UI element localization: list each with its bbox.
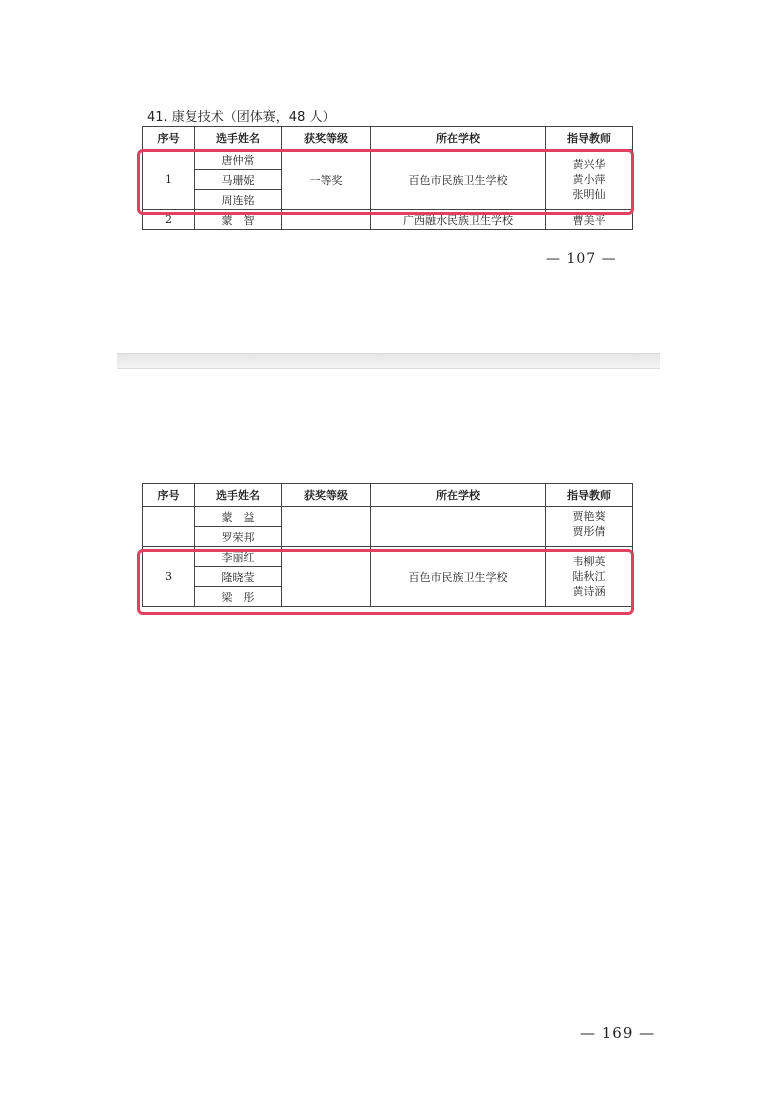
contestant-name: 周连铭 [195,190,282,210]
header-teacher: 指导教师 [546,484,633,507]
teacher-name: 张明仙 [572,188,606,201]
seq-cell [143,507,195,547]
school-cell: 百色市民族卫生学校 [371,547,546,607]
teacher-name: 陆秋江 [572,570,606,583]
teacher-cell [546,507,633,547]
seq-cell: 1 [143,150,195,210]
header-seq: 序号 [143,484,195,507]
highlight-box [137,149,634,215]
header-seq: 序号 [143,127,195,150]
header-award: 获奖等级 [282,484,371,507]
header-school: 所在学校 [371,484,546,507]
contestant-name: 隆晓莹 [195,567,282,587]
header-name: 选手姓名 [195,484,282,507]
award-cell: 一等奖 [282,150,371,210]
section-title: 41. 康复技术（团体赛，48 人） [147,110,336,125]
school-cell: 广西融水民族卫生学校 [371,210,546,230]
contestant-name: 梁 彤 [195,587,282,607]
teacher-name: 韦柳英 [572,555,606,568]
header-school: 所在学校 [371,127,546,150]
contestant-name: 李丽红 [195,547,282,567]
teacher-name: 黄小萍 [572,173,606,186]
table-header-row [143,127,633,150]
contestant-name: 蒙 益 [195,507,282,527]
school-cell: 百色市民族卫生学校 [371,150,546,210]
teacher-name: 黄兴华 [572,158,606,171]
teacher-name: 贾艳葵 [572,510,606,523]
teacher-name: 黄诗涵 [572,585,606,598]
page-number: — 169 — [580,1024,656,1042]
school-cell [371,507,546,547]
seq-cell: 2 [143,210,195,230]
contestant-name: 马珊妮 [195,170,282,190]
teacher-cell: 曹美平 [546,210,633,230]
header-name: 选手姓名 [195,127,282,150]
table-header-row [143,484,633,507]
contestant-name: 蒙 智 [195,210,282,230]
header-award: 获奖等级 [282,127,371,150]
page-number: — 107 — [546,251,617,267]
page-divider [117,353,660,369]
table-row [143,507,633,527]
seq-cell: 3 [143,547,195,607]
header-teacher: 指导教师 [546,127,633,150]
contestant-name: 唐仲常 [195,150,282,170]
award-cell [282,507,371,547]
highlight-box [137,549,634,615]
contestant-name: 罗荣邦 [195,527,282,547]
teacher-name: 贾彤倩 [572,525,606,538]
